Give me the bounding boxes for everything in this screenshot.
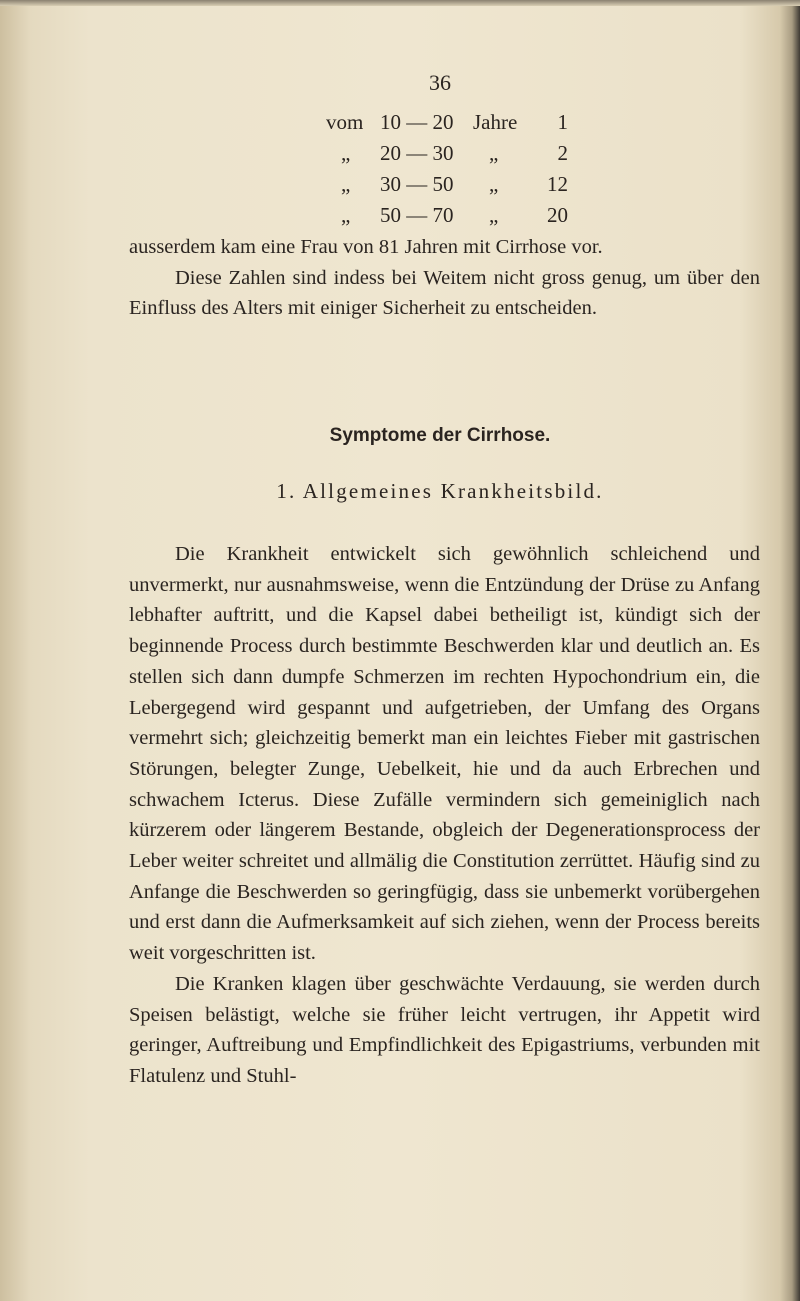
ditto-mark: „: [489, 141, 499, 165]
age-row: [0, 110, 800, 140]
age-row: [0, 141, 800, 171]
age-row: [0, 203, 800, 233]
age-range: 10 — 20: [380, 110, 454, 134]
subsection-heading: 1. Allgemeines Krankheitsbild.: [276, 479, 604, 503]
age-range: 30 — 50: [380, 172, 454, 196]
page-top-edge: [0, 0, 800, 6]
paragraph-additional-case: ausserdem kam eine Frau von 81 Jahren mit Cirrhose vor.: [129, 236, 603, 258]
age-unit: Jahre: [473, 110, 518, 134]
age-row: [0, 172, 800, 202]
paragraph-disease-course: Die Krankheit entwickelt sich gewöhnlich schleichend und unvermerkt, nur ausnahmsweise, wenn die Entzündung der Drüse zu Anfang lebhafter auftritt, und die Kapsel dabei betheiligt ist, kündigt sich der beginnende Process durch bestimmte Beschwerden klar und deutlich an. Es stellen sich dann dumpfe Schmerzen im rechten Hypochondrium ein, die Lebergegend wird gespannt und aufgetrieben, der Umfang des Organs vermehrt sich; gleichzeitig bemerkt man ein leichtes Fieber mit gastrischen Störungen, belegter Zunge, Uebelkeit, hie und da auch Erbrechen und schwachem Icterus. Diese Zufälle vermindern sich gemeiniglich nach kürzerem oder längerem Bestande, obgleich der Degenerationsprocess der Leber weiter schreitet und allmälig die Constitution zerrüttet. Häufig sind zu Anfange die Beschwerden so geringfügig, dass sie unbemerkt vorübergehen und erst dann die Aufmerksamkeit auf sich ziehen, wenn der Process bereits weit vorgeschritten ist.: [129, 543, 760, 965]
paragraph-complaints: Die Kranken klagen über geschwächte Verdauung, sie werden durch Speisen belästigt, welche sie früher leicht vertrugen, ihr Appetit wird geringer, Auftreibung und Empfindlichkeit des Epigastriums, verbunden mit Flatulenz und Stuhl-: [129, 972, 760, 1087]
ditto-mark: „: [341, 141, 351, 165]
age-count: 2: [557, 141, 568, 165]
ditto-mark: „: [489, 203, 499, 227]
main-text-block: [129, 539, 760, 1092]
age-text-block: [129, 232, 760, 324]
section-heading: Symptome der Cirrhose.: [329, 425, 551, 446]
ditto-mark: „: [341, 203, 351, 227]
ditto-mark: „: [341, 172, 351, 196]
paragraph-conclusion: Diese Zahlen sind indess bei Weitem nicht gross genug, um über den Einfluss des Alters mit einiger Sicherheit zu entscheiden.: [129, 266, 760, 320]
age-prefix: vom: [326, 110, 364, 134]
age-count: 12: [547, 172, 568, 196]
age-count: 1: [557, 110, 568, 134]
page-number: 36: [429, 70, 451, 95]
age-range: 50 — 70: [380, 203, 454, 227]
age-range: 20 — 30: [380, 141, 454, 165]
ditto-mark: „: [489, 172, 499, 196]
age-count: 20: [547, 203, 568, 227]
